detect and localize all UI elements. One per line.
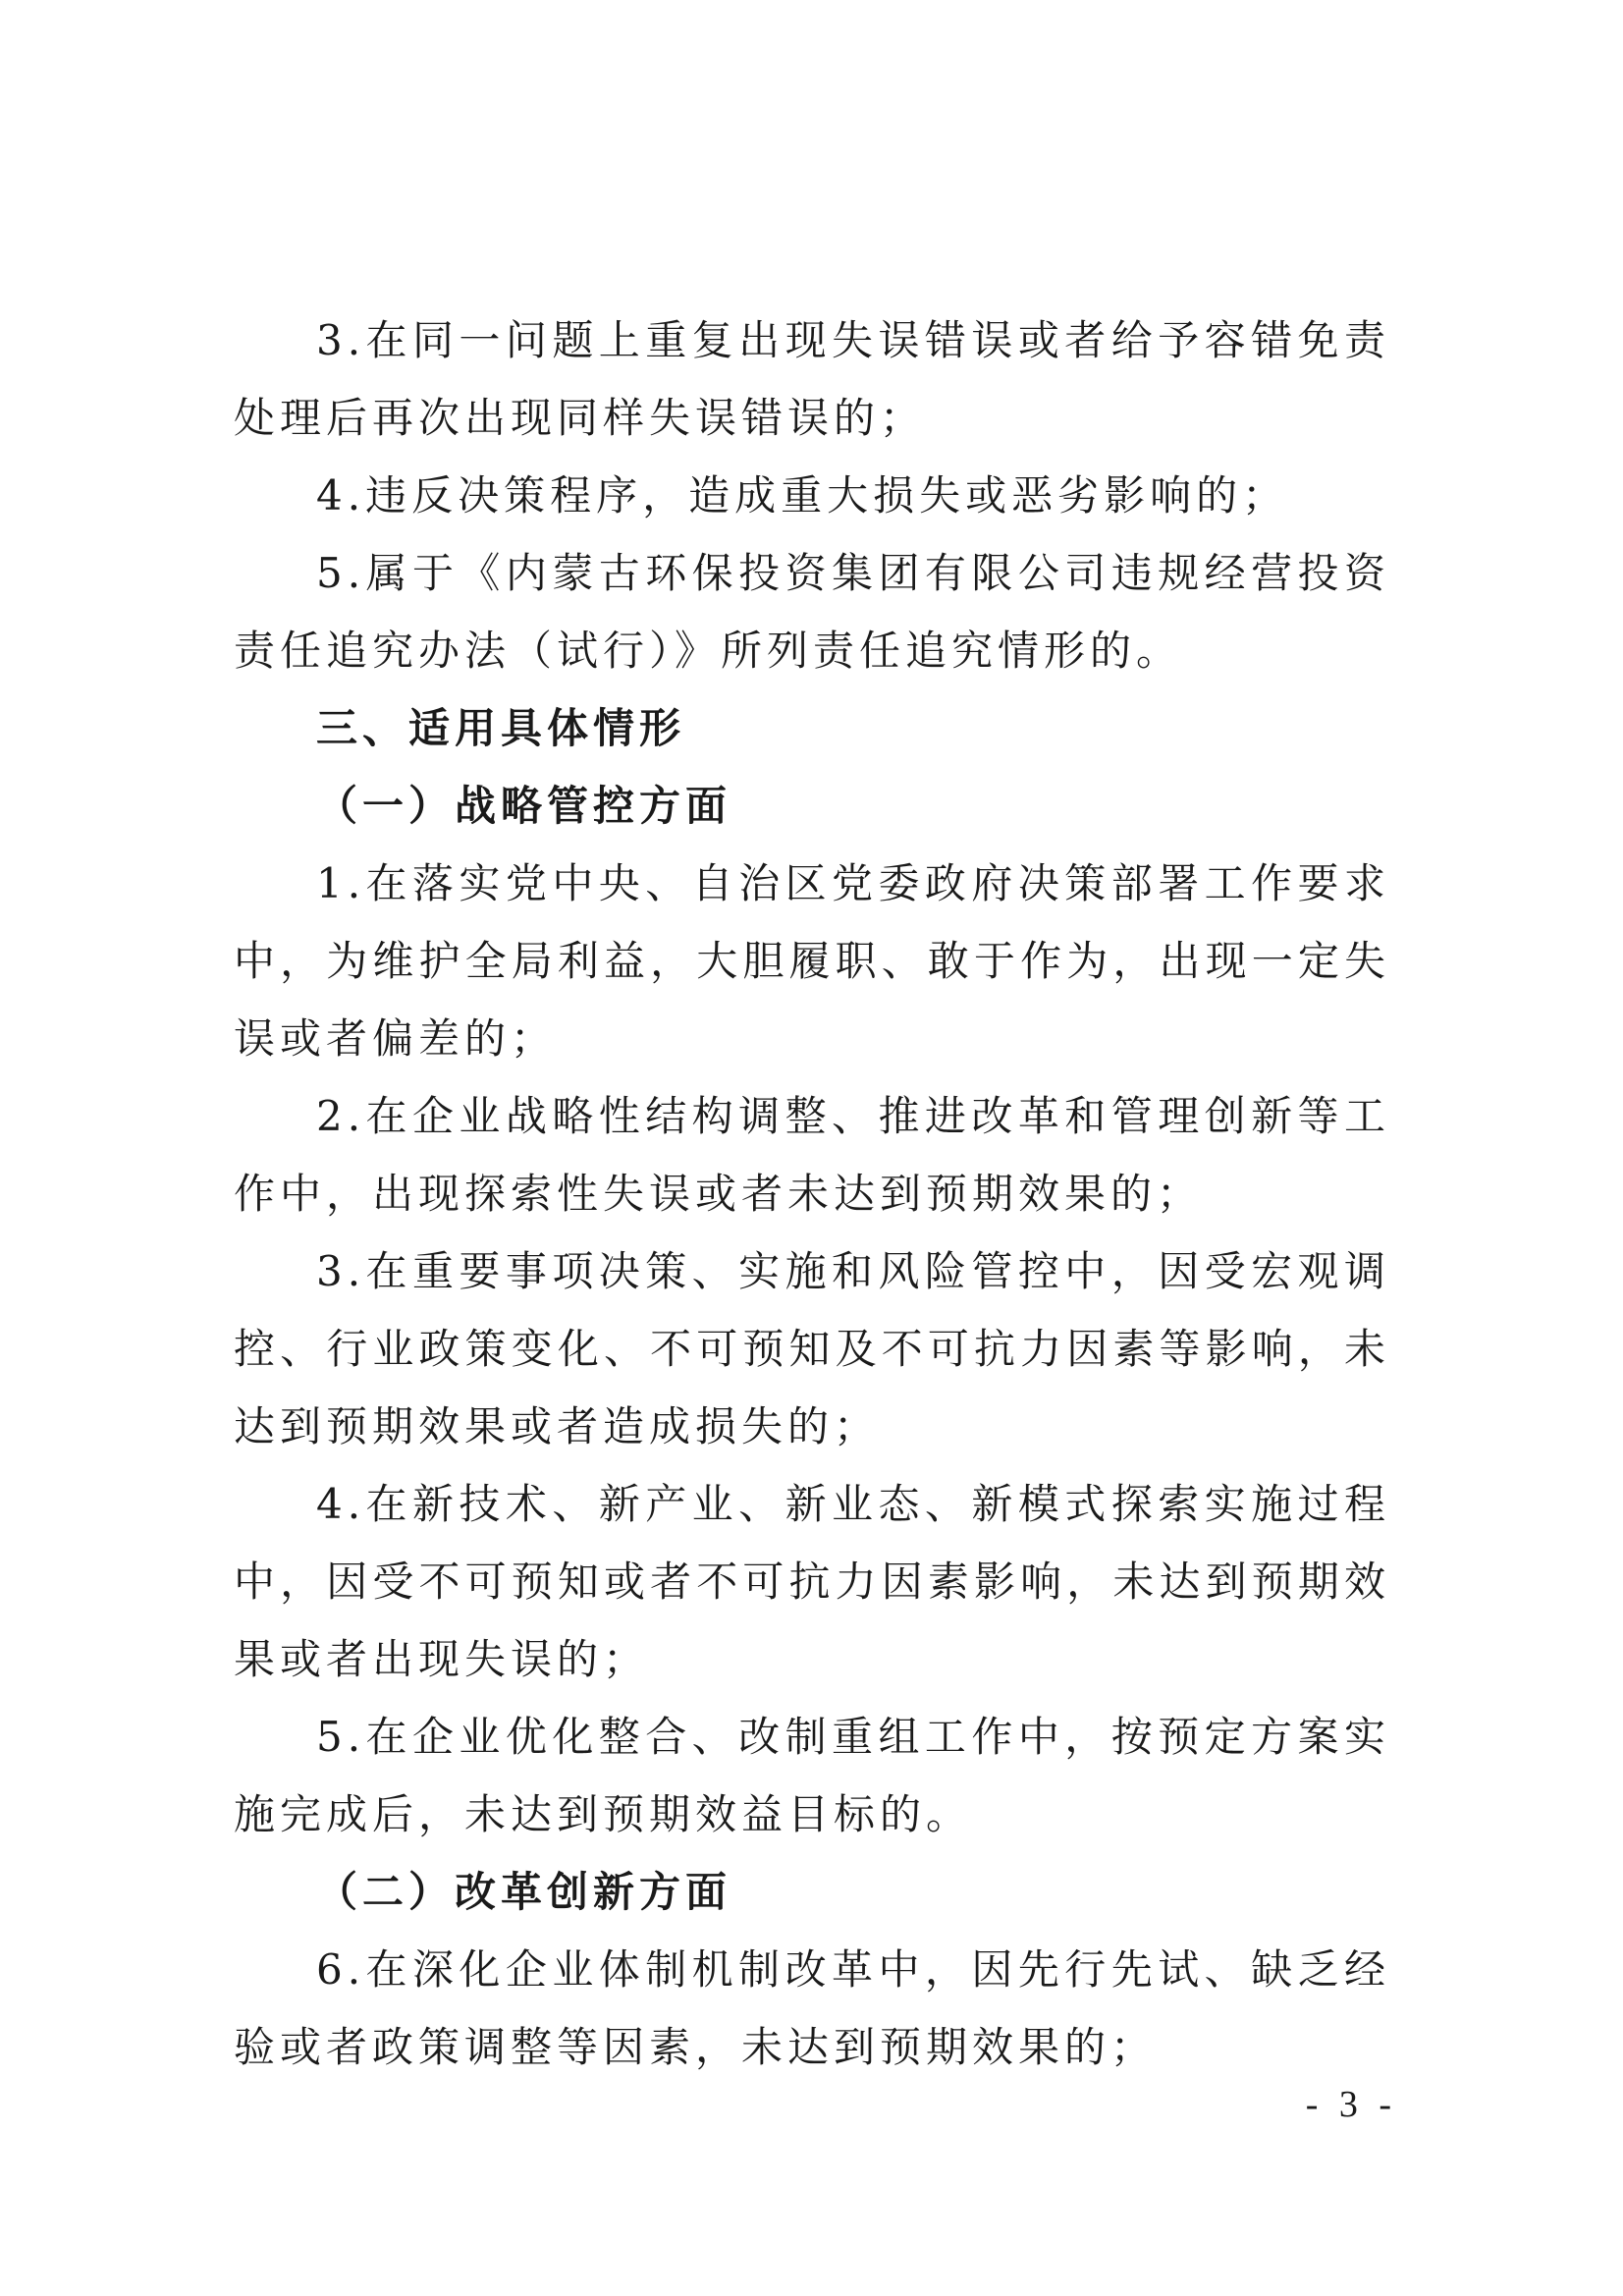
paragraph-strategy-5: 5.在企业优化整合、改制重组工作中，按预定方案实施完成后，未达到预期效益目标的。	[234, 1713, 1390, 1838]
paragraph-strategy-2: 2.在企业战略性结构调整、推进改革和管理创新等工作中，出现探索性失误或者未达到预期效果的；	[234, 1092, 1390, 1218]
document-body	[234, 301, 1390, 2086]
subsection-heading-reform: （二）改革创新方面	[316, 1868, 732, 1916]
section-heading-3: 三、适用具体情形	[316, 704, 686, 752]
paragraph-strategy-1: 1.在落实党中央、自治区党委政府决策部署工作要求中，为维护全局利益，大胆履职、敢于作为，出现一定失误或者偏差的；	[234, 859, 1390, 1063]
paragraph-reform-6: 6.在深化企业体制机制改革中，因先行先试、缺乏经验或者政策调整等因素，未达到预期效果的；	[234, 1945, 1390, 2071]
paragraph-item-3: 3.在同一问题上重复出现失误错误或者给予容错免责处理后再次出现同样失误错误的；	[234, 316, 1390, 442]
subsection-heading-strategy: （一）战略管控方面	[316, 782, 732, 830]
page-number: - 3 -	[1305, 2084, 1397, 2125]
paragraph-strategy-3: 3.在重要事项决策、实施和风险管控中，因受宏观调控、行业政策变化、不可预知及不可抗力因素等影响，未达到预期效果或者造成损失的；	[234, 1247, 1390, 1450]
paragraph-item-5: 5.属于《内蒙古环保投资集团有限公司违规经营投资责任追究办法（试行）》所列责任追究情形的。	[234, 549, 1390, 675]
paragraph-strategy-4: 4.在新技术、新产业、新业态、新模式探索实施过程中，因受不可预知或者不可抗力因素影响，未达到预期效果或者出现失误的；	[234, 1480, 1390, 1683]
paragraph-item-4: 4.违反决策程序，造成重大损失或恶劣影响的；	[316, 471, 1289, 519]
